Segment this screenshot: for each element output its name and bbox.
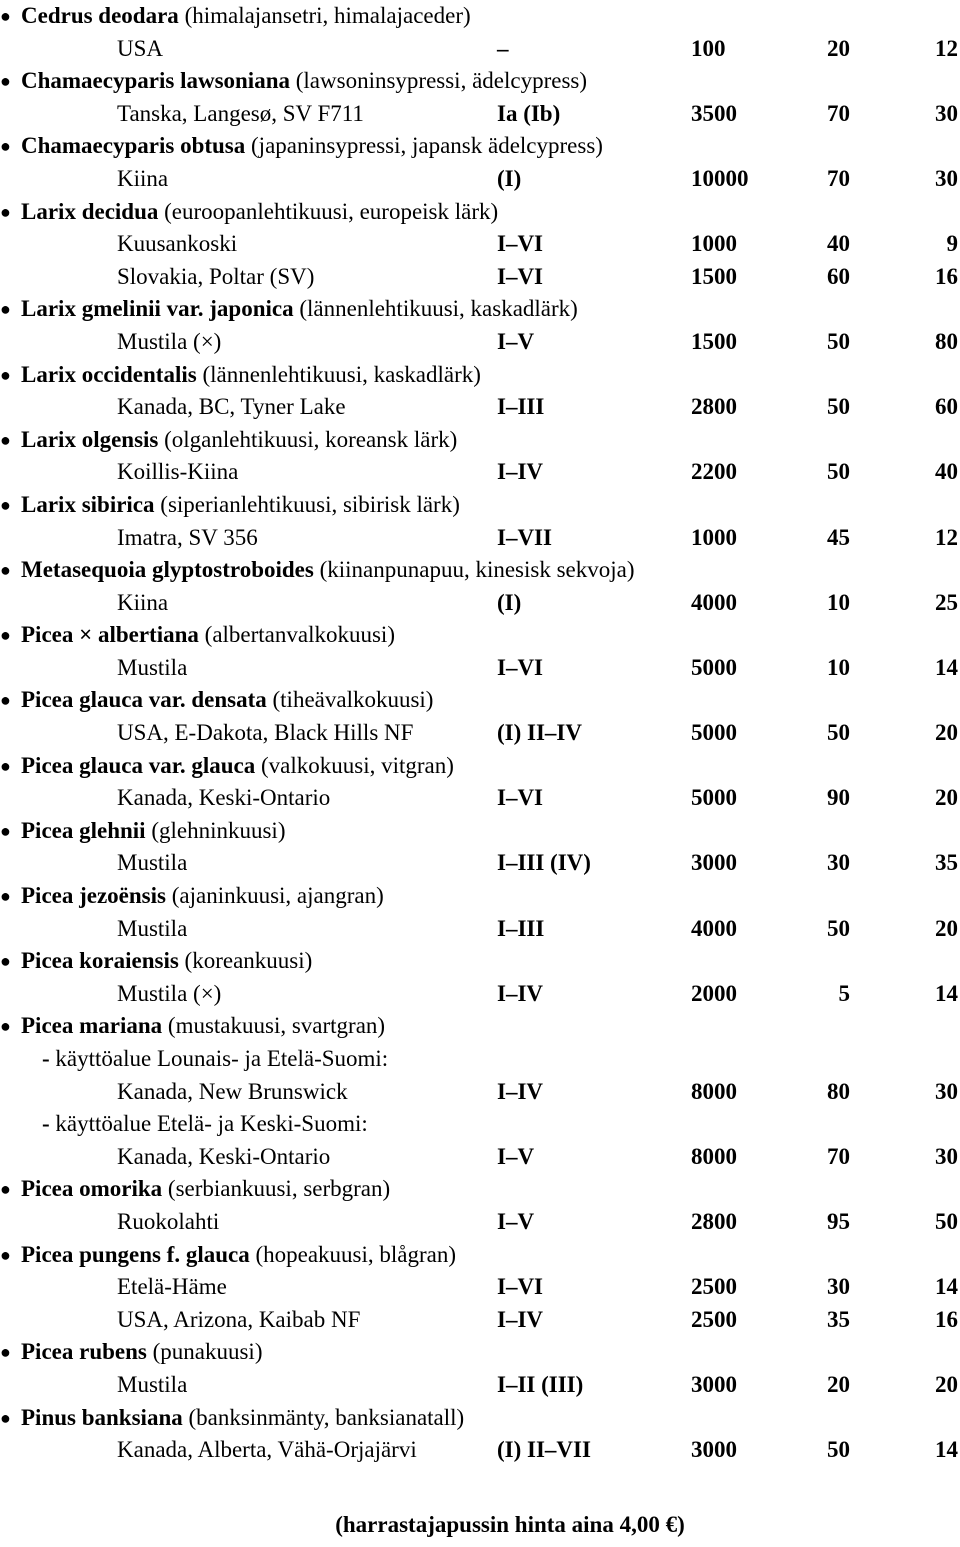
value-column-4: 50: [827, 328, 850, 354]
origin-name: Kuusankoski: [117, 231, 238, 257]
species-row: [0, 684, 960, 717]
bullet-icon: ●: [0, 494, 11, 515]
value-column-5: 20: [935, 1371, 958, 1397]
quantity-value: 1000: [691, 231, 737, 257]
origin-row: [0, 391, 960, 424]
species-common-names: (banksinmänty, banksianatall): [182, 1404, 465, 1430]
zone-value: I–III: [497, 915, 545, 941]
value-column-4: 30: [827, 1274, 850, 1300]
bullet-icon: ●: [0, 1179, 11, 1200]
value-column-5: 30: [935, 165, 958, 191]
value-column-5: 16: [935, 1306, 958, 1332]
value-column-5: 40: [935, 459, 958, 485]
quantity-value: 2200: [691, 459, 737, 485]
bullet-icon: ●: [0, 1016, 11, 1037]
origin-name: Ruokolahti: [117, 1208, 220, 1234]
value-column-4: 45: [827, 524, 850, 550]
usage-note: [42, 1043, 388, 1076]
value-column-4: 70: [827, 165, 850, 191]
species-name: Picea koraiensis: [21, 948, 179, 974]
species-common-names: (serbiankuusi, serbgran): [162, 1176, 391, 1202]
value-column-5: 20: [935, 915, 958, 941]
value-column-5: 14: [935, 1437, 958, 1463]
value-column-4: 50: [827, 720, 850, 746]
value-column-5: 80: [935, 328, 958, 354]
zone-value: I–IV: [497, 1306, 544, 1332]
origin-row: [0, 782, 960, 815]
species-common-names: (lännenlehtikuusi, kaskadlärk): [196, 361, 481, 387]
species-common-names: (hopeakuusi, blågran): [249, 1241, 457, 1267]
species-name: Picea glehnii: [21, 817, 146, 843]
species-row: [0, 359, 960, 392]
bullet-icon: ●: [0, 886, 11, 907]
quantity-value: 1000: [691, 524, 737, 550]
species-common-names: (glehninkuusi): [145, 817, 286, 843]
species-common-names: (lännenlehtikuusi, kaskadlärk): [293, 296, 578, 322]
zone-value: Ia (Ib): [497, 100, 561, 126]
species-common-names: (kiinanpunapuu, kinesisk sekvoja): [313, 557, 635, 583]
species-common-names: (ajaninkuusi, ajangran): [165, 883, 384, 909]
origin-name: Imatra, SV 356: [117, 524, 258, 550]
origin-row: [0, 652, 960, 685]
species-name: Larix olgensis: [21, 426, 159, 452]
origin-name: Mustila: [117, 850, 188, 876]
bullet-icon: ●: [0, 429, 11, 450]
quantity-value: 5000: [691, 654, 737, 680]
species-name: Larix occidentalis: [21, 361, 197, 387]
bullet-icon: ●: [0, 1342, 11, 1363]
value-column-4: 35: [827, 1306, 850, 1332]
value-column-5: 60: [935, 394, 958, 420]
zone-value: (I): [497, 165, 522, 191]
quantity-value: 2500: [691, 1274, 737, 1300]
species-common-names: (tiheävalkokuusi): [266, 687, 434, 713]
quantity-value: 10000: [691, 165, 749, 191]
species-row: [0, 1402, 960, 1435]
origin-row: [0, 1304, 960, 1337]
species-row: [0, 1239, 960, 1272]
value-column-5: 14: [935, 980, 958, 1006]
species-common-names: (lawsoninsypressi, ädelcypress): [290, 68, 588, 94]
note-text: käyttöalue Lounais- ja Etelä-Suomi:: [49, 1046, 389, 1071]
bullet-icon: ●: [0, 690, 11, 711]
origin-name: Tanska, Langesø, SV F711: [117, 100, 364, 126]
value-column-4: 95: [827, 1208, 850, 1234]
species-row: [0, 945, 960, 978]
quantity-value: 4000: [691, 589, 737, 615]
value-column-4: 10: [827, 589, 850, 615]
quantity-value: 8000: [691, 1143, 737, 1169]
zone-value: I–VI: [497, 263, 544, 289]
species-name: Picea omorika: [21, 1176, 163, 1202]
value-column-5: 14: [935, 1274, 958, 1300]
species-name: Picea × albertiana: [21, 622, 199, 648]
zone-value: (I) II–VII: [497, 1437, 591, 1463]
value-column-4: 40: [827, 231, 850, 257]
zone-value: I–VI: [497, 785, 544, 811]
species-common-names: (euroopanlehtikuusi, europeisk lärk): [158, 198, 499, 224]
quantity-value: 4000: [691, 915, 737, 941]
zone-value: –: [497, 35, 509, 61]
quantity-value: 1500: [691, 328, 737, 354]
species-row: [0, 65, 960, 98]
species-row: [0, 489, 960, 522]
bullet-icon: ●: [0, 560, 11, 581]
bullet-icon: ●: [0, 625, 11, 646]
species-name: Picea mariana: [21, 1013, 163, 1039]
species-name: Cedrus deodara: [21, 3, 179, 28]
quantity-value: 3500: [691, 100, 737, 126]
footer-price-note: (harrastajapussin hinta aina 4,00 €): [335, 1512, 685, 1537]
quantity-value: 2500: [691, 1306, 737, 1332]
species-common-names: (siperianlehtikuusi, sibirisk lärk): [154, 491, 460, 517]
origin-row: [0, 228, 960, 261]
value-column-5: 14: [935, 654, 958, 680]
species-row: [0, 0, 960, 33]
bullet-icon: ●: [0, 755, 11, 776]
value-column-4: 90: [827, 785, 850, 811]
species-name: Picea glauca var. densata: [21, 687, 267, 713]
species-row: [0, 1173, 960, 1206]
quantity-value: 100: [691, 35, 726, 61]
species-name: Chamaecyparis obtusa: [21, 133, 246, 159]
zone-value: I–II (III): [497, 1371, 584, 1397]
zone-value: I–V: [497, 328, 535, 354]
value-column-4: 50: [827, 459, 850, 485]
zone-value: I–V: [497, 1208, 535, 1234]
usage-note-row: [0, 1108, 960, 1141]
origin-name: Koillis-Kiina: [117, 459, 239, 485]
origin-name: Kanada, Keski-Ontario: [117, 1143, 331, 1169]
bullet-icon: ●: [0, 1244, 11, 1265]
usage-note-row: [0, 1043, 960, 1076]
value-column-5: 12: [935, 35, 958, 61]
bullet-icon: ●: [0, 951, 11, 972]
origin-name: Kiina: [117, 165, 169, 191]
zone-value: I–III (IV): [497, 850, 591, 876]
value-column-5: 25: [935, 589, 958, 615]
origin-row: [0, 1206, 960, 1239]
bullet-icon: ●: [0, 136, 11, 157]
origin-name: USA: [117, 35, 164, 61]
note-dash: -: [42, 1111, 50, 1137]
value-column-4: 60: [827, 263, 850, 289]
origin-row: [0, 33, 960, 66]
zone-value: I–VI: [497, 231, 544, 257]
origin-name: Mustila (×): [117, 328, 222, 354]
bullet-icon: ●: [0, 1407, 11, 1428]
value-column-4: 70: [827, 1143, 850, 1169]
species-name: Larix gmelinii var. japonica: [21, 296, 294, 322]
value-column-4: 30: [827, 850, 850, 876]
origin-name: Slovakia, Poltar (SV): [117, 263, 315, 289]
species-row: [0, 554, 960, 587]
origin-name: USA, Arizona, Kaibab NF: [117, 1306, 361, 1332]
species-name: Picea glauca var. glauca: [21, 752, 256, 778]
species-row: [0, 815, 960, 848]
species-name: Chamaecyparis lawsoniana: [21, 68, 290, 94]
quantity-value: 8000: [691, 1078, 737, 1104]
species-common-names: (himalajansetri, himalajaceder): [178, 3, 471, 28]
origin-name: Kiina: [117, 589, 169, 615]
species-name: Picea pungens f. glauca: [21, 1241, 250, 1267]
origin-name: Etelä-Häme: [117, 1274, 227, 1300]
origin-row: [0, 978, 960, 1011]
value-column-5: 20: [935, 785, 958, 811]
value-column-5: 50: [935, 1208, 958, 1234]
bullet-icon: ●: [0, 71, 11, 92]
origin-row: [0, 163, 960, 196]
zone-value: I–IV: [497, 459, 544, 485]
value-column-5: 9: [946, 231, 958, 257]
bullet-icon: ●: [0, 299, 11, 320]
species-common-names: (punakuusi): [146, 1339, 263, 1365]
species-common-names: (japaninsypressi, japansk ädelcypress): [245, 133, 603, 159]
origin-row: [0, 326, 960, 359]
value-column-4: 10: [827, 654, 850, 680]
value-column-4: 50: [827, 394, 850, 420]
origin-row: [0, 1369, 960, 1402]
quantity-value: 2800: [691, 394, 737, 420]
origin-row: [0, 717, 960, 750]
species-common-names: (olganlehtikuusi, koreansk lärk): [158, 426, 458, 452]
species-row: [0, 1336, 960, 1369]
origin-name: Kanada, Alberta, Vähä-Orjajärvi: [117, 1437, 417, 1463]
species-common-names: (mustakuusi, svartgran): [162, 1013, 386, 1039]
value-column-5: 16: [935, 263, 958, 289]
zone-value: (I): [497, 589, 522, 615]
bullet-icon: ●: [0, 364, 11, 385]
quantity-value: 5000: [691, 720, 737, 746]
species-row: [0, 424, 960, 457]
zone-value: I–IV: [497, 980, 544, 1006]
origin-row: [0, 1271, 960, 1304]
species-name: Picea jezoënsis: [21, 883, 166, 909]
quantity-value: 2000: [691, 980, 737, 1006]
origin-row: [0, 1434, 960, 1467]
origin-row: [0, 522, 960, 555]
value-column-4: 50: [827, 915, 850, 941]
quantity-value: 5000: [691, 785, 737, 811]
note-text: käyttöalue Etelä- ja Keski-Suomi:: [49, 1111, 368, 1137]
origin-name: Mustila: [117, 1371, 188, 1397]
quantity-value: 2800: [691, 1208, 737, 1234]
value-column-5: 30: [935, 1078, 958, 1104]
species-row: [0, 880, 960, 913]
value-column-4: 20: [827, 35, 850, 61]
zone-value: I–IV: [497, 1078, 544, 1104]
value-column-4: 20: [827, 1371, 850, 1397]
species-name: Larix sibirica: [21, 491, 155, 517]
origin-name: Mustila (×): [117, 980, 222, 1006]
species-name: Metasequoia glyptostroboides: [21, 557, 314, 583]
quantity-value: 3000: [691, 1437, 737, 1463]
origin-name: Kanada, New Brunswick: [117, 1078, 348, 1104]
species-common-names: (koreankuusi): [178, 948, 313, 974]
species-row: [0, 130, 960, 163]
zone-value: I–V: [497, 1143, 535, 1169]
value-column-4: 70: [827, 100, 850, 126]
zone-value: (I) II–IV: [497, 720, 582, 746]
zone-value: I–III: [497, 394, 545, 420]
value-column-5: 12: [935, 524, 958, 550]
species-row: [0, 196, 960, 229]
origin-row: [0, 913, 960, 946]
origin-row: [0, 456, 960, 489]
value-column-5: 30: [935, 100, 958, 126]
value-column-5: 20: [935, 720, 958, 746]
value-column-5: 30: [935, 1143, 958, 1169]
species-row: [0, 1010, 960, 1043]
species-name: Larix decidua: [21, 198, 159, 224]
species-row: [0, 293, 960, 326]
usage-note: [42, 1108, 368, 1141]
origin-name: Mustila: [117, 654, 188, 680]
note-dash: -: [42, 1046, 50, 1071]
zone-value: I–VI: [497, 1274, 544, 1300]
quantity-value: 1500: [691, 263, 737, 289]
origin-name: Kanada, Keski-Ontario: [117, 785, 331, 811]
zone-value: I–VII: [497, 524, 552, 550]
bullet-icon: ●: [0, 820, 11, 841]
species-row: [0, 750, 960, 783]
value-column-4: 80: [827, 1078, 850, 1104]
species-name: Picea rubens: [21, 1339, 147, 1365]
origin-row: [0, 261, 960, 294]
species-name: Pinus banksiana: [21, 1404, 183, 1430]
species-row: [0, 619, 960, 652]
bullet-icon: ●: [0, 201, 11, 222]
species-common-names: (albertanvalkokuusi): [198, 622, 395, 648]
bullet-icon: ●: [0, 6, 11, 26]
origin-name: Kanada, BC, Tyner Lake: [117, 394, 346, 420]
quantity-value: 3000: [691, 850, 737, 876]
origin-row: [0, 98, 960, 131]
quantity-value: 3000: [691, 1371, 737, 1397]
species-common-names: (valkokuusi, vitgran): [255, 752, 454, 778]
origin-name: USA, E-Dakota, Black Hills NF: [117, 720, 414, 746]
origin-name: Mustila: [117, 915, 188, 941]
value-column-5: 35: [935, 850, 958, 876]
value-column-4: 5: [838, 980, 850, 1006]
origin-row: [0, 847, 960, 880]
value-column-4: 50: [827, 1437, 850, 1463]
zone-value: I–VI: [497, 654, 544, 680]
origin-row: [0, 1076, 960, 1109]
origin-row: [0, 587, 960, 620]
origin-row: [0, 1141, 960, 1174]
